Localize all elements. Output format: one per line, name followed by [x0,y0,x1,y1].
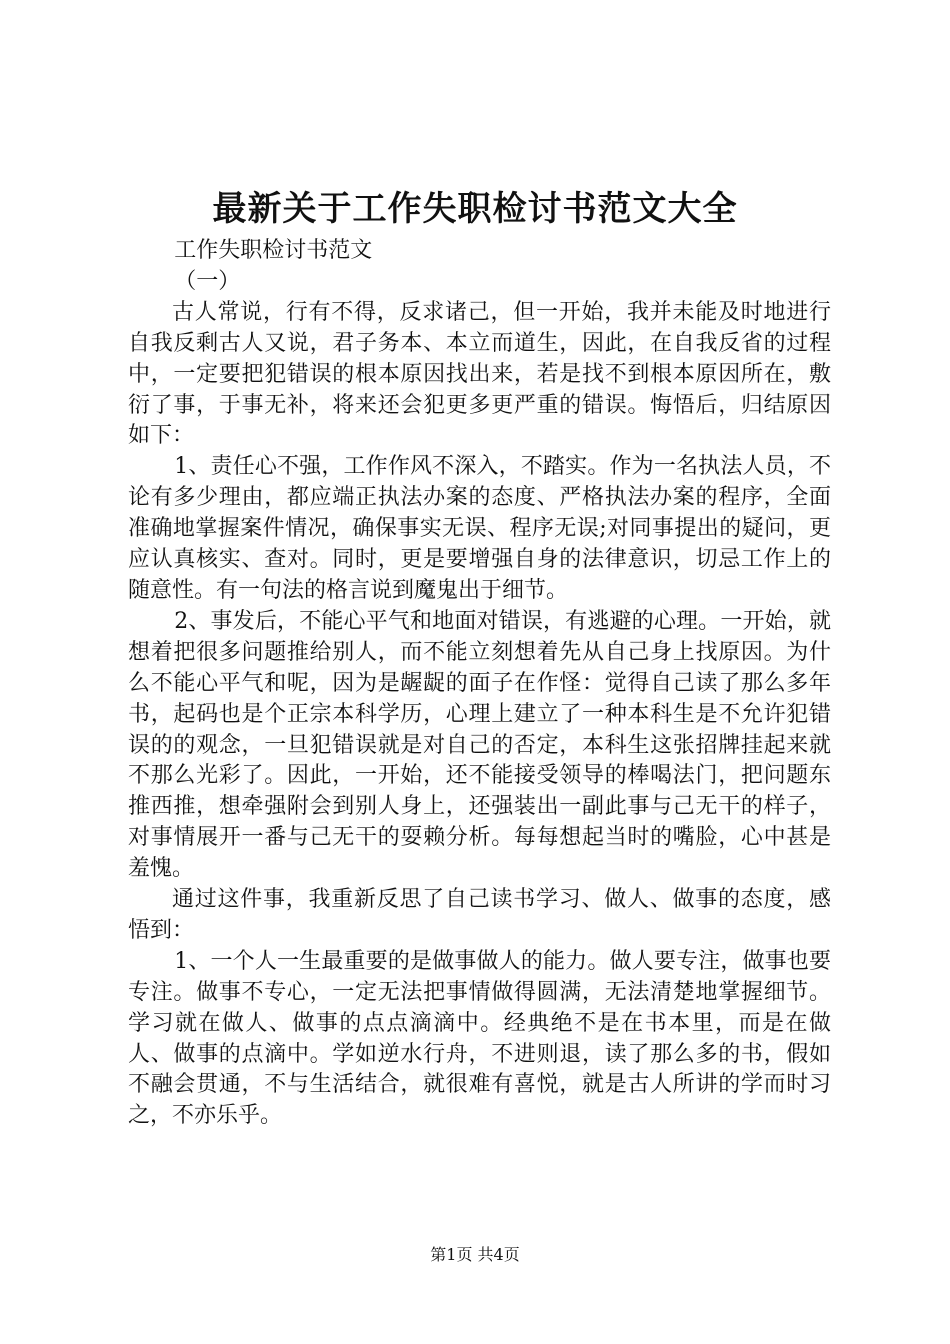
paragraph-reason-1: 1、责任心不强，工作作风不深入，不踏实。作为一名执法人员，不论有多少理由，都应端正执法办案的态度、严格执法办案的程序，全面准确地掌握案件情况，确保事实无误、程序无误;对同事提出的疑问，更应认真核实、查对。同时，更是要增强自身的法律意识，切忌工作上的随意性。有一句法的格言说到魔鬼出于细节。 [128,454,831,603]
paragraph-intro: 古人常说，行有不得，反求诸己，但一开始，我并未能及时地进行自我反剩古人又说，君子务本、本立而道生，因此，在自我反省的过程中，一定要把犯错误的根本原因找出来，若是找不到根本原因所在，敷衍了事，于事无补，将来还会犯更多更严重的错误。悔悟后，归结原因如下： [128,299,831,449]
paragraph-reflection: 通过这件事，我重新反思了自己读书学习、做人、做事的态度，感悟到： [128,887,831,943]
page-footer: 第1页 共4页 [430,1245,520,1264]
section-heading: 工作失职检讨书范文 [174,238,373,263]
document-title: 最新关于工作失职检讨书范文大全 [212,189,738,229]
paragraph-reason-2: 2、事发后，不能心平气和地面对错误，有逃避的心理。一开始，就想着把很多问题推给别人，而不能立刻想着先从自己身上找原因。为什么不能心平气和呢，因为是龌龊的面子在作怪：觉得自己读了那么多年书，起码也是个正宗本科学历，心理上建立了一种本科生是不允许犯错误的的观念，一旦犯错误就是对自己的否定，本科生这张招牌挂起来就不那么光彩了。因此，一开始，还不能接受领导的棒喝法门，把问题东推西推，想牵强附会到别人身上，还强装出一副此事与己无干的样子，对事情展开一番与己无干的耍赖分析。每每想起当时的嘴脸，心中甚是羞愧。 [128,608,831,882]
document-body [128,236,831,1132]
section-number: （一） [174,268,241,294]
paragraph-insight-1: 1、一个人一生最重要的是做事做人的能力。做人要专注，做事也要专注。做事不专心，一定无法把事情做得圆满，无法清楚地掌握细节。学习就在做人、做事的点点滴滴中。经典绝不是在书本里，而是在做人、做事的点滴中。学如逆水行舟，不进则退，读了那么多的书，假如不融会贯通，不与生活结合，就很难有喜悦，就是古人所讲的学而时习之，不亦乐乎。 [128,948,831,1129]
